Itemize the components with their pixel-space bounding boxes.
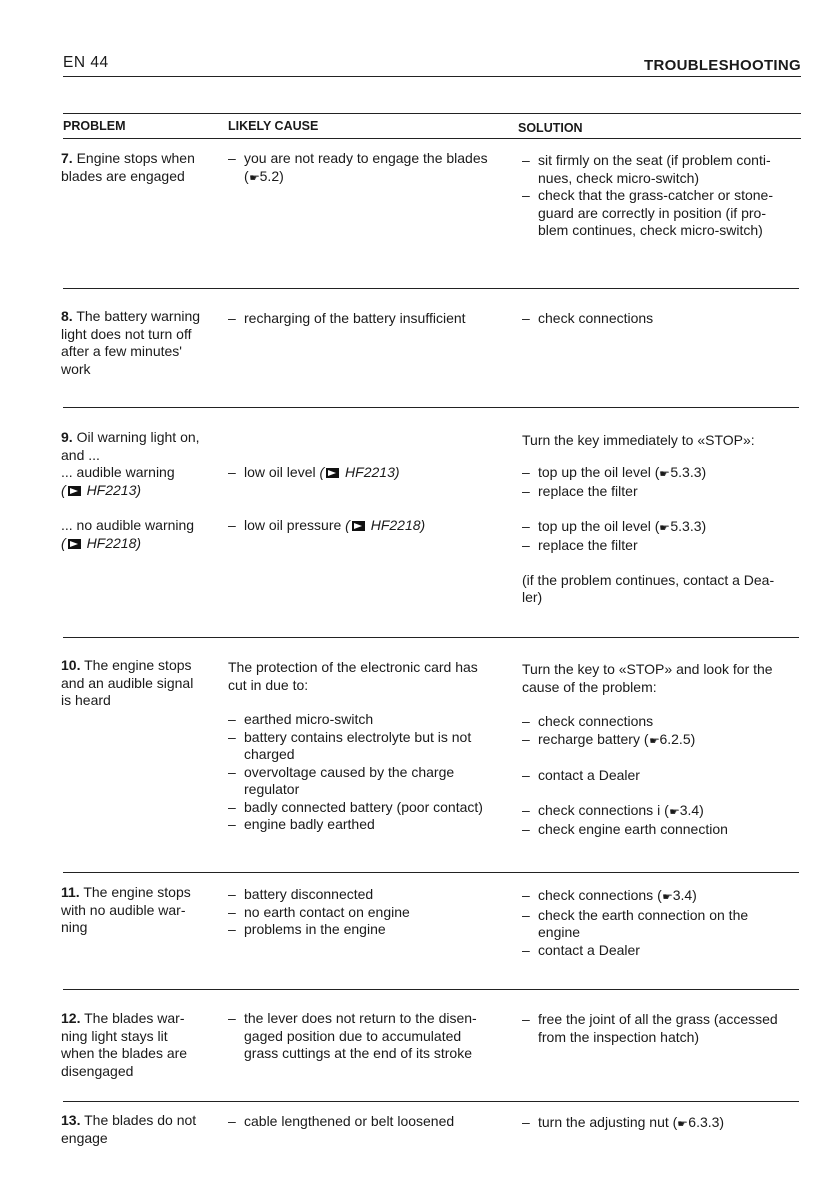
- problem-11: 11. The engine stops with no audible war- ning: [61, 884, 191, 935]
- solution-10: Turn the key to «STOP» and look for the cause of the problem: – check connections – recharge battery (☛6.2.5) – contact a Dealer – check connections i (☛3.4) – check engine earth connection: [522, 661, 773, 837]
- column-header-cause: LIKELY CAUSE: [228, 119, 319, 133]
- cause-8: – recharging of the battery insufficient: [228, 310, 466, 326]
- cause-11: – battery disconnected – no earth contact on engine – problems in the engine: [228, 886, 410, 937]
- pointing-hand-icon: ☛: [248, 172, 260, 184]
- pointing-hand-icon: ☛: [659, 468, 671, 480]
- cause-10: The protection of the electronic card has cut in due to: – earthed micro-switch – battery contains electrolyte but is not charged – overvoltage caused by the charge regulator – badly connected battery (poor contact) – engine badly earthed: [228, 659, 483, 832]
- solution-11: – check connections (☛3.4) – check the earth connection on the engine – contact a Dealer: [522, 887, 749, 958]
- row-divider: [63, 872, 799, 873]
- problem-12: 12. The blades war- ning light stays lit when the blades are disengaged: [61, 1010, 188, 1079]
- row-divider: [63, 288, 799, 289]
- table-top-rule: [63, 113, 801, 114]
- cause-12: – the lever does not return to the disen- gaged position due to accumulated grass cuttings at the end of its stroke: [228, 1010, 477, 1061]
- row-divider: [63, 637, 799, 638]
- section-title: TROUBLESHOOTING: [644, 57, 801, 74]
- page-number: EN 44: [63, 54, 109, 71]
- solution-9: Turn the key immediately to «STOP»: – top up the oil level (☛5.3.3) – replace the filter – top up the oil level (☛5.3.3) – replace the filter (if the problem continues, contact a Dea- ler): [522, 432, 775, 605]
- reference-book-icon: [68, 539, 81, 549]
- problem-9: 9. Oil warning light on, and ... ... audible warning ( HF2213) ... no audible warning ( HF2218): [61, 429, 200, 551]
- cause-7: – you are not ready to engage the blades (☛5.2): [228, 150, 488, 187]
- row-divider: [63, 989, 799, 990]
- row-divider: [63, 1101, 799, 1102]
- column-header-rule: [63, 138, 801, 139]
- solution-8: – check connections: [522, 310, 654, 326]
- solution-12: – free the joint of all the grass (accessed from the inspection hatch): [522, 1011, 778, 1045]
- row-divider: [63, 407, 799, 408]
- column-header-solution: SOLUTION: [518, 121, 583, 135]
- cause-9: – low oil level ( HF2213) – low oil pressure ( HF2218): [228, 464, 426, 533]
- reference-book-icon: [352, 521, 365, 531]
- pointing-hand-icon: ☛: [668, 806, 680, 818]
- reference-book-icon: [68, 486, 81, 496]
- cause-13: – cable lengthened or belt loosened: [228, 1113, 455, 1129]
- pointing-hand-icon: ☛: [659, 522, 671, 534]
- reference-book-icon: [326, 468, 339, 478]
- column-header-problem: PROBLEM: [63, 119, 126, 133]
- pointing-hand-icon: ☛: [648, 735, 660, 747]
- problem-8: 8. The battery warning light does not turn off after a few minutes' work: [61, 308, 201, 377]
- pointing-hand-icon: ☛: [677, 1119, 689, 1130]
- problem-7: 7. Engine stops when blades are engaged: [61, 150, 195, 184]
- solution-13: – turn the adjusting nut (☛6.3.3): [522, 1114, 724, 1134]
- problem-10: 10. The engine stops and an audible signal is heard: [61, 657, 194, 708]
- pointing-hand-icon: ☛: [661, 892, 673, 903]
- solution-7: – sit firmly on the seat (if problem conti- nues, check micro-switch) – check that the grass-catcher or stone- guard are correctly in position (if pro- blem continues, check micro-switch): [522, 152, 773, 238]
- header-rule: [63, 76, 801, 77]
- problem-13: 13. The blades do not engage: [61, 1112, 197, 1146]
